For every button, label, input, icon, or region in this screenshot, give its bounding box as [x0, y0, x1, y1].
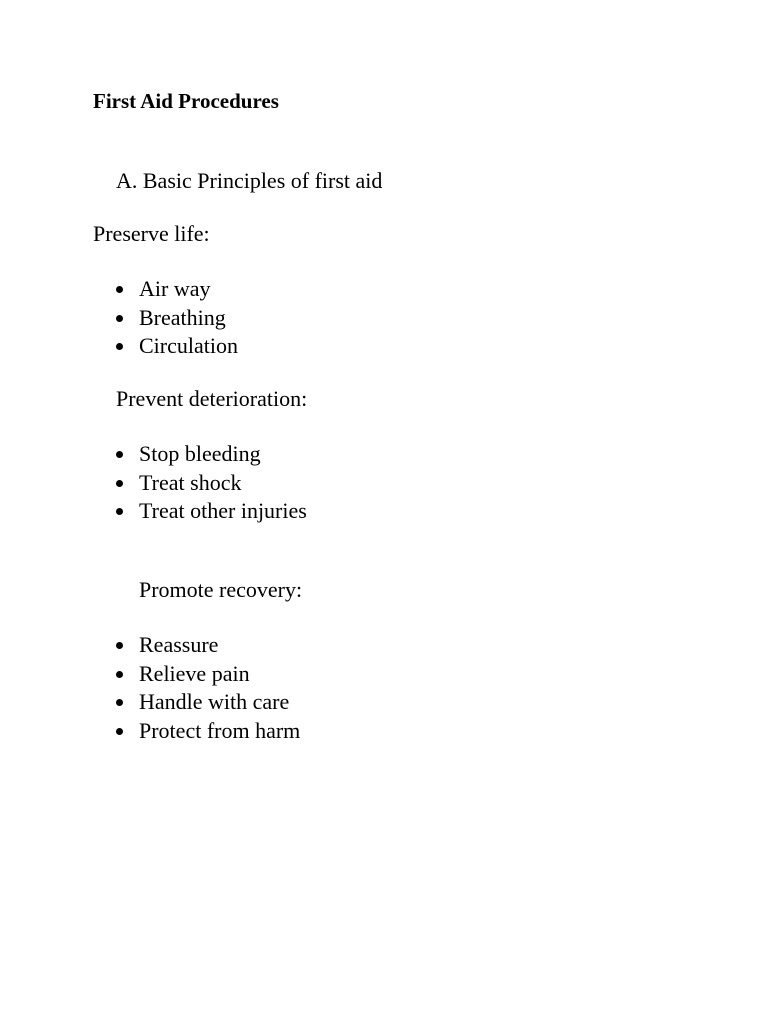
list-item-text: Stop bleeding [139, 441, 261, 466]
list-item-text: Air way [139, 276, 211, 301]
list-item-text: Treat other injuries [139, 498, 307, 523]
list-item-text: Breathing [139, 304, 226, 330]
document-title: First Aid Procedures [93, 89, 279, 113]
list-item-text: Protect from harm [139, 717, 301, 743]
bullet-dot-icon [116, 343, 123, 350]
list-item-text: Reassure [139, 632, 219, 657]
list-item-text: Handle with care [139, 689, 290, 714]
bullet-dot-icon [116, 451, 123, 458]
section-heading: A. Basic Principles of first aid [116, 168, 383, 193]
list-item-text: Circulation [139, 333, 238, 358]
bullet-dot-icon [116, 728, 123, 735]
bullet-dot-icon [116, 508, 123, 515]
prevent-deterioration-label: Prevent deterioration: [116, 386, 308, 411]
bullet-dot-icon [116, 642, 123, 649]
bullet-dot-icon [116, 480, 123, 487]
list-item-text: Treat shock [139, 469, 242, 495]
preserve-life-label: Preserve life: [93, 221, 210, 246]
bullet-dot-icon [116, 671, 123, 678]
bullet-dot-icon [116, 315, 123, 322]
bullet-dot-icon [116, 699, 123, 706]
promote-recovery-label: Promote recovery: [139, 577, 303, 602]
bullet-dot-icon [116, 286, 123, 293]
list-item-text: Relieve pain [139, 660, 250, 686]
